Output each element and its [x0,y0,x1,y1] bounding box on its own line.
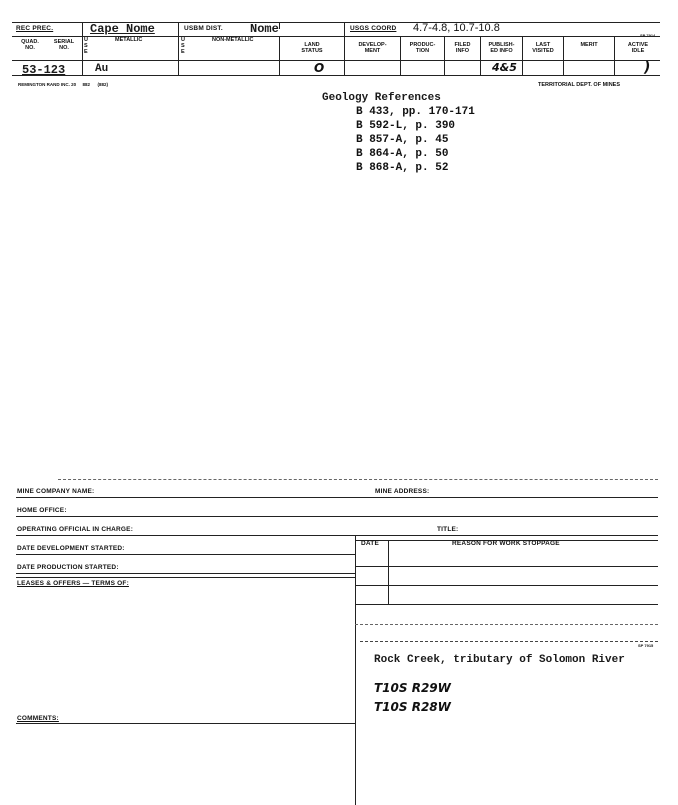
slip-form-number: SP 7915 [638,643,654,648]
comments-label: COMMENTS: [17,715,59,722]
reference-item: B 864-A, p. 50 [356,148,449,160]
active-idle-value: ) [644,60,651,76]
col-land-status: LAND STATUS [301,42,323,54]
mine-company-label: MINE COMPANY NAME: [17,488,95,495]
reference-item: B 857-A, p. 45 [356,134,449,146]
usgs-coord-value: 4.7-4.8, 10.7-10.8 [413,22,500,34]
slip-township-2: T10S R28W [374,700,451,714]
reference-item: B 868-A, p. 52 [356,162,449,174]
col-development: DEVELOP- MENT [358,42,387,54]
col-active-idle: ACTIVE IDLE [627,42,649,54]
col-metallic: METALLIC [115,37,143,43]
col-non-metallic: NON-METALLIC [212,37,254,43]
col-published-info: PUBLISH- ED INFO [488,42,515,54]
published-info-value: 4&5 [492,61,517,74]
operating-official-label: OPERATING OFFICIAL IN CHARGE: [17,526,134,533]
title-label: TITLE: [437,526,459,533]
land-status-value: O [314,61,325,75]
printer-imprint: REMINGTON RAND INC. 20 882 (882) [18,82,108,87]
col-quad: QUAD. NO. [21,39,39,51]
reference-item: B 592-L, p. 390 [356,120,456,132]
col-non-metallic-prefix: U S E [181,37,185,55]
quad-serial-value: 53-123 [22,63,66,77]
rec-prec-label: REC PREC. [16,25,54,32]
slip-township-1: T10S R29W [374,681,451,695]
col-filed-info: FILED INFO [454,42,471,54]
slip-location: Rock Creek, tributary of Solomon River [374,654,625,666]
leases-offers-label: LEASES & OFFERS — TERMS OF: [17,580,129,587]
metallic-value: Au [95,63,109,75]
rec-prec-value: Cape Nome [90,22,155,36]
usbm-dist-value: Nome [250,22,279,36]
col-metallic-prefix: U S E [84,37,88,55]
reference-item: B 433, pp. 170-171 [356,106,475,118]
home-office-label: HOME OFFICE: [17,507,67,514]
header-form-number: SP 7914 [640,33,656,38]
usgs-coord-label: USGS COORD [350,25,397,32]
stoppage-reason-label: REASON FOR WORK STOPPAGE [452,540,560,547]
geology-title: Geology References [322,92,441,104]
col-production: PRODUC- TION [409,42,436,54]
department-name: TERRITORIAL DEPT. OF MINES [538,82,620,88]
production-started-label: DATE PRODUCTION STARTED: [17,564,119,571]
stoppage-date-label: DATE [361,540,380,547]
geology-reference-list [356,106,556,176]
col-serial: SERIAL NO. [53,39,75,51]
development-started-label: DATE DEVELOPMENT STARTED: [17,545,125,552]
usbm-dist-label: USBM DIST. [184,25,223,32]
col-merit: MERIT [580,42,598,48]
mine-address-label: MINE ADDRESS: [375,488,430,495]
col-last-visited: LAST VISITED [532,42,554,54]
